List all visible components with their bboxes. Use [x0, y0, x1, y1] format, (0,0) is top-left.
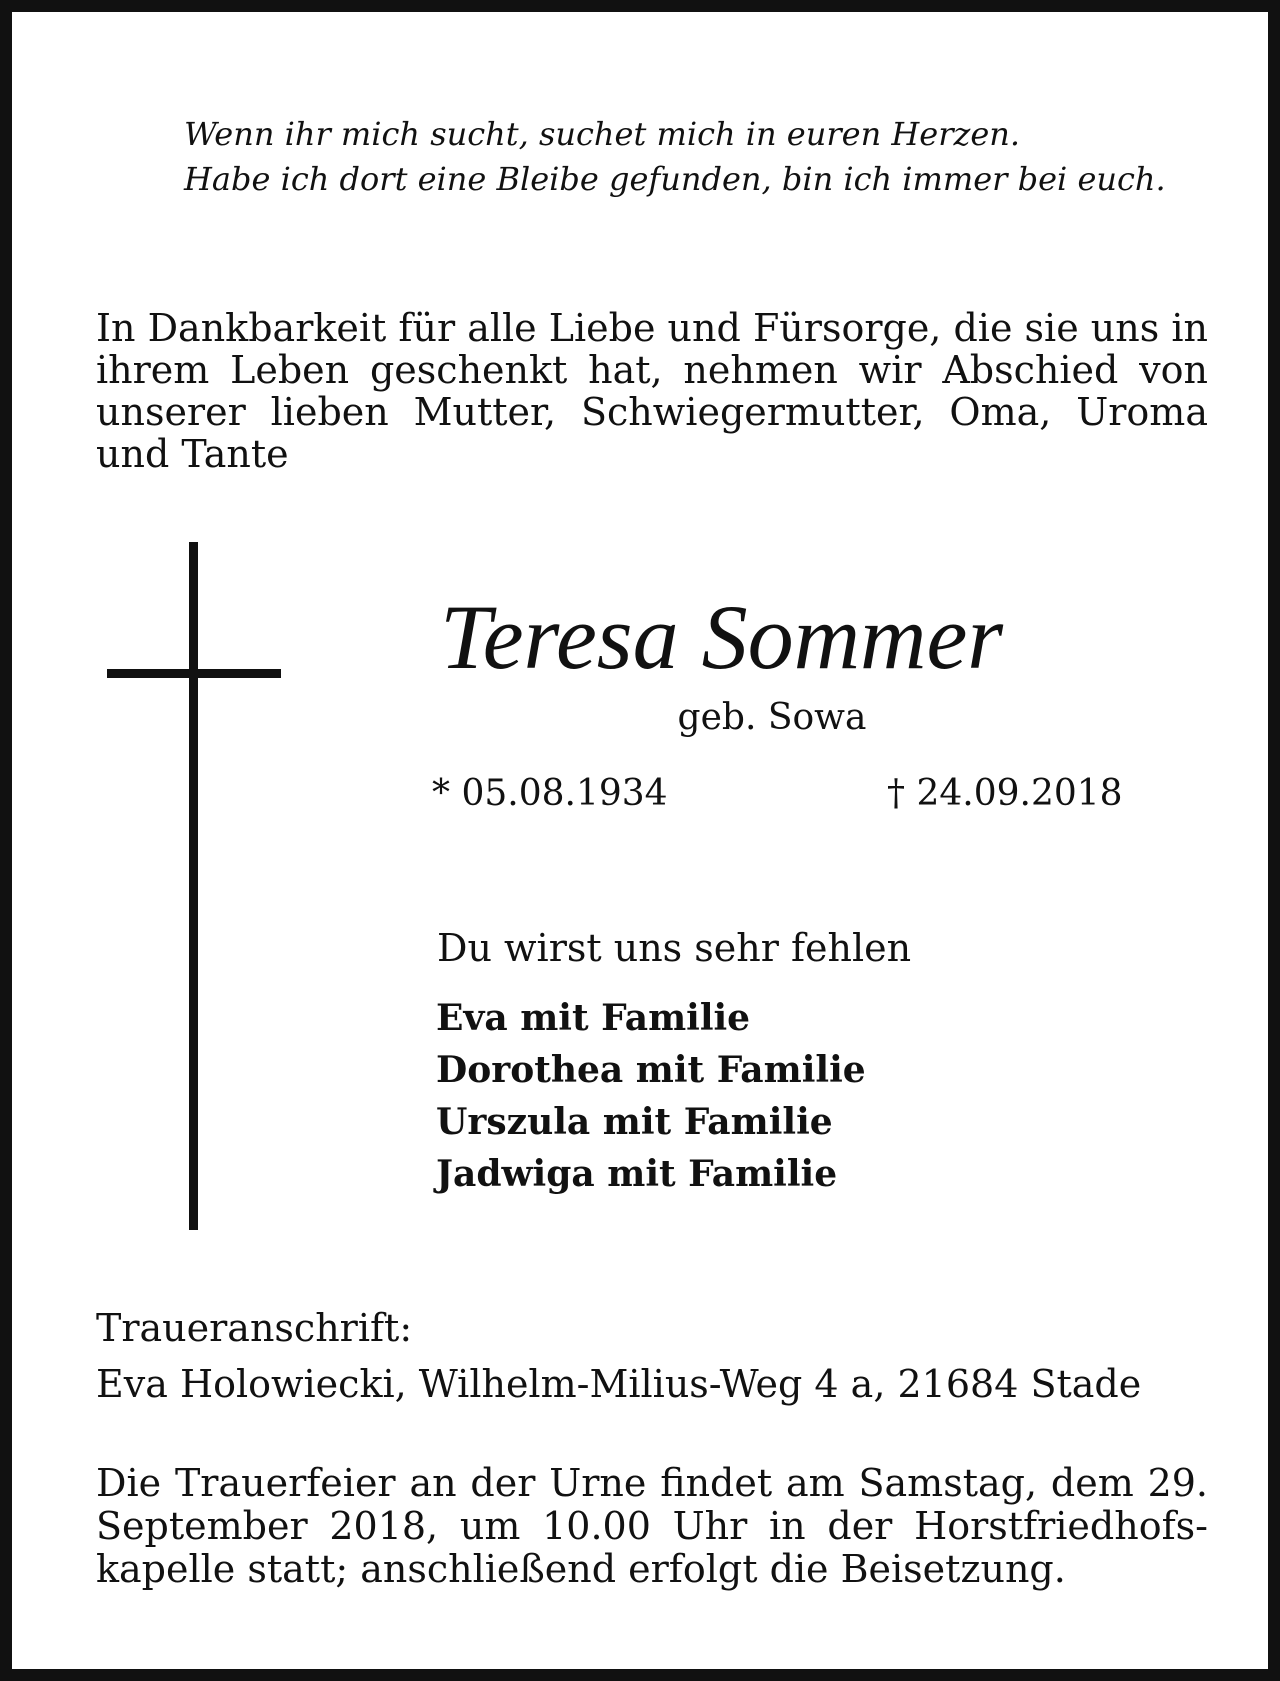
maiden-name: geb. Sowa [677, 697, 867, 738]
mourning-address-label: Traueranschrift: [96, 1306, 413, 1350]
cross-horizontal-bar [107, 669, 281, 678]
mourner-item: Jadwiga mit Familie [436, 1153, 838, 1195]
birth-date: * 05.08.1934 [432, 773, 668, 814]
death-date: † 24.09.2018 [887, 773, 1123, 814]
motto-line-2: Habe ich dort eine Bleibe gefunden, bin ich immer bei euch. [184, 160, 1166, 198]
cross-vertical-bar [189, 542, 198, 1230]
mourner-item: Dorothea mit Familie [436, 1049, 866, 1091]
mourners-list [436, 992, 1156, 1200]
motto-quote [184, 112, 1224, 202]
motto-line-1: Wenn ihr mich sucht, suchet mich in euren Herzen. [184, 115, 1021, 153]
deceased-name: Teresa Sommer [440, 586, 1004, 688]
mourning-address: Eva Holowiecki, Wilhelm-Milius-Weg 4 a, 21684 Stade [96, 1362, 1142, 1406]
mourner-item: Urszula mit Familie [436, 1101, 833, 1143]
funeral-service-notice: Die Trauerfeier an der Urne findet am Samstag, dem 29. September 2018, um 10.00 Uhr in der Horstfriedhofskapelle statt; anschließend erfolgt die Beisetzung. [96, 1461, 1208, 1591]
farewell-line: Du wirst uns sehr fehlen [437, 926, 912, 970]
mourner-item: Eva mit Familie [436, 997, 751, 1039]
intro-paragraph: In Dankbarkeit für alle Liebe und Fürsorge, die sie uns in ihrem Leben geschenkt hat, nehmen wir Abschied von unserer lieben Mutter, Schwiegermutter, Oma, Uroma und Tante [96, 306, 1208, 476]
